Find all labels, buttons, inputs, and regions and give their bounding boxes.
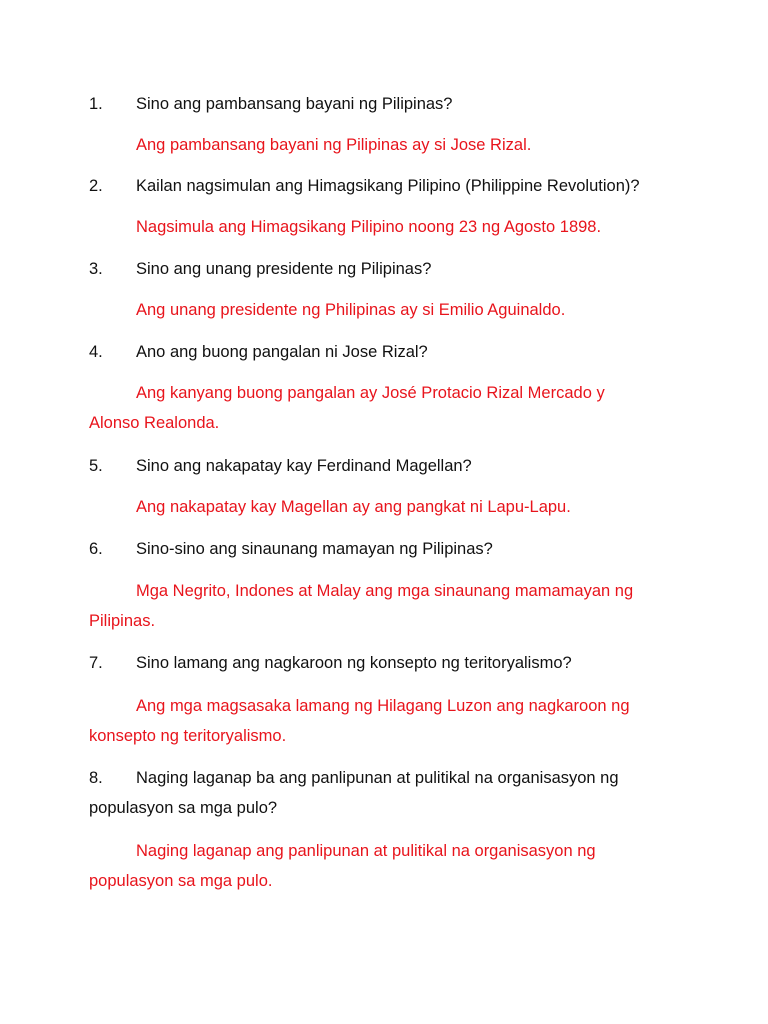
question-text: Naging laganap ba ang panlipunan at pulitikal na organisasyon ng populasyon sa mga pulo? [89,769,619,817]
answer-text: Mga Negrito, Indones at Malay ang mga sinaunang mamamayan ng Pilipinas. [89,582,634,630]
question-2 [89,171,689,201]
answer-2 [89,212,679,242]
answer-8 [89,836,649,896]
question-number: 8. [89,769,103,787]
question-text: Kailan nagsimulan ang Himagsikang Pilipino (Philippine Revolution)? [136,177,640,195]
question-7 [89,648,679,678]
answer-text: Naging laganap ang panlipunan at pulitikal na organisasyon ng populasyon sa mga pulo. [89,842,596,890]
answer-5 [89,492,679,522]
question-6 [89,534,679,564]
question-text: Sino lamang ang nagkaroon ng konsepto ng teritoryalismo? [136,654,572,672]
question-5 [89,451,679,481]
answer-1 [89,130,679,160]
question-number: 5. [89,457,103,475]
question-text: Sino ang unang presidente ng Pilipinas? [136,260,432,278]
answer-text: Ang pambansang bayani ng Pilipinas ay si Jose Rizal. [136,136,532,154]
question-number: 2. [89,177,103,195]
question-number: 4. [89,343,103,361]
question-number: 3. [89,260,103,278]
question-4 [89,337,679,367]
question-text: Ano ang buong pangalan ni Jose Rizal? [136,343,428,361]
answer-7 [89,691,679,751]
question-8 [89,763,679,823]
answer-6 [89,576,679,636]
answer-text: Ang kanyang buong pangalan ay José Protacio Rizal Mercado y Alonso Realonda. [89,384,605,432]
question-text: Sino-sino ang sinaunang mamayan ng Pilipinas? [136,540,493,558]
answer-text: Ang unang presidente ng Philipinas ay si Emilio Aguinaldo. [136,301,566,319]
question-text: Sino ang nakapatay kay Ferdinand Magellan? [136,457,472,475]
answer-3 [89,295,679,325]
answer-text: Nagsimula ang Himagsikang Pilipino noong 23 ng Agosto 1898. [136,218,602,236]
question-text: Sino ang pambansang bayani ng Pilipinas? [136,95,453,113]
answer-text: Ang nakapatay kay Magellan ay ang pangkat ni Lapu-Lapu. [136,498,571,516]
answer-4 [89,378,649,438]
question-3 [89,254,679,284]
question-number: 6. [89,540,103,558]
question-1 [89,89,679,119]
question-number: 7. [89,654,103,672]
answer-text: Ang mga magsasaka lamang ng Hilagang Luzon ang nagkaroon ng konsepto ng teritoryalismo. [89,697,630,745]
question-number: 1. [89,95,103,113]
